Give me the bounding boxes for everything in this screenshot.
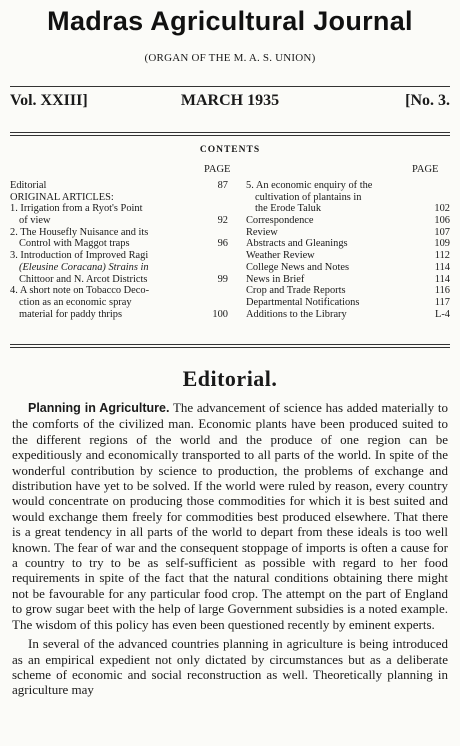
contents-entry	[246, 297, 450, 309]
contents-entry-title: Abstracts and Gleanings	[246, 238, 348, 250]
contents-entry	[10, 262, 228, 274]
contents-entry	[246, 215, 450, 227]
contents-entry	[246, 274, 450, 286]
contents-entry	[10, 180, 228, 192]
contents-entry-title: the Erode Taluk	[255, 203, 322, 215]
editorial-paragraph-2: In several of the advanced countries planning in agriculture is being introduced as an empirical expedient not only dictated by circumstances but as a deliberate scheme of economic and social reconstruction as well. Theoretically planning in agriculture may	[12, 636, 448, 698]
contents-entry-title: 5. An economic enquiry of the	[246, 180, 373, 191]
contents-entry-page: 112	[434, 250, 450, 262]
contents-entry	[10, 215, 228, 227]
contents-entry-title: Control with Maggot traps	[19, 238, 130, 250]
contents-entry-page: 96	[217, 238, 228, 250]
contents-left-column	[10, 180, 228, 320]
contents-entry-title: Additions to the Library	[246, 308, 347, 320]
contents-entry-title: Weather Review	[246, 250, 315, 262]
issue-number: [No. 3.	[405, 92, 450, 109]
journal-title: Madras Agricultural Journal	[47, 6, 413, 36]
contents-entry-page: 114	[434, 261, 450, 273]
contents-entry-title: News in Brief	[246, 273, 305, 285]
contents-entry	[246, 309, 450, 321]
contents-entry	[10, 309, 228, 321]
contents-entry-title: 3. Introduction of Improved Ragi	[10, 250, 149, 262]
contents-right-column	[246, 180, 450, 320]
contents-entry	[246, 203, 450, 215]
contents-entry-page: 102	[434, 203, 450, 215]
contents-entry-page: 100	[212, 308, 228, 320]
contents-entry-title: of view	[19, 215, 51, 227]
journal-subtitle: (ORGAN OF THE M. A. S. UNION)	[144, 52, 316, 64]
page-column-label-right: PAGE	[412, 164, 439, 175]
contents-entry-page: 107	[434, 226, 450, 238]
contents-entry	[246, 238, 450, 250]
contents-entry-title: Chittoor and N. Arcot Districts	[19, 273, 148, 285]
contents-entry-page: 114	[434, 273, 450, 285]
contents-entry	[246, 227, 450, 239]
contents-entry-title: (Eleusine Coracana) Strains in	[19, 261, 149, 273]
contents-entry-page: 87	[217, 180, 228, 191]
contents-entry-page: 109	[434, 238, 450, 250]
header-rule-2	[10, 135, 450, 136]
contents-entry-title: material for paddy thrips	[19, 308, 123, 320]
contents-entry-title: Departmental Notifications	[246, 296, 360, 308]
contents-rule-1	[10, 344, 450, 345]
volume-label: Vol. XXIII]	[10, 92, 88, 109]
contents-entry	[246, 250, 450, 262]
editorial-body	[12, 400, 448, 698]
contents-entry	[246, 285, 450, 297]
contents-entry	[10, 297, 228, 309]
contents-entry-title: 2. The Housefly Nuisance and its	[10, 226, 149, 238]
contents-entry	[10, 238, 228, 250]
contents-heading: CONTENTS	[199, 145, 261, 155]
run-in-heading: Planning in Agriculture.	[28, 401, 170, 415]
contents-entry	[10, 192, 228, 204]
issue-line	[10, 92, 450, 112]
header-rule-1	[10, 132, 450, 133]
contents-entry	[10, 250, 228, 262]
page-column-label-left: PAGE	[204, 164, 231, 175]
contents-entry-title: Crop and Trade Reports	[246, 285, 346, 297]
contents-entry	[246, 192, 450, 204]
paragraph-1-text: The advancement of science has added materially to the comforts of the civilized man. Economic plants have been produced suited to the different regions of the world and the produce of one region can be expeditiously and economically transported to all parts of the world. In spite of the wonderful contribution by science to production, the problems of exchange and distribution have yet to be solved. If the world were ruled by reason, every country would concentrate on producing those commodities for which it is best suited and would exchange them freely for commodities best produced elsewhere. That there is a great tendency in all parts of the world to depart from these ideals is too well known. The fear of war and the consequent stoppage of imports is often a cause for a country to try to be as self-sufficient as possible with regard to her food requirements in spite of the fact that the natural conditions obtaining there might not be favourable for any particular food crop. The attempt on the part of England to grow sugar beet with the help of large Government subsidies is a noted example. The wisdom of this policy has even been questioned recently by eminent experts.	[12, 400, 449, 632]
contents-entry-page: 92	[217, 215, 228, 227]
contents-entry-title: Review	[246, 226, 278, 238]
contents-entry-page: 99	[217, 273, 228, 285]
contents-entry-title: ction as an economic spray	[19, 296, 132, 308]
contents-entry-title: Correspondence	[246, 215, 314, 227]
contents-entry	[10, 203, 228, 215]
contents-rule-2	[10, 347, 450, 348]
contents-entry-page: L-4	[434, 308, 450, 320]
contents-entry-title: 4. A short note on Tobacco Deco-	[10, 285, 150, 297]
editorial-paragraph-1	[12, 400, 448, 632]
contents-entry	[10, 274, 228, 286]
editorial-heading: Editorial.	[182, 366, 278, 391]
contents-entry-page: 106	[434, 215, 450, 227]
contents-entry	[246, 262, 450, 274]
contents-entry-title: ORIGINAL ARTICLES:	[10, 191, 114, 203]
contents-entry-title: College News and Notes	[246, 261, 350, 273]
contents-entry-title: 1. Irrigation from a Ryot's Point	[10, 203, 143, 215]
header-rule-top	[10, 86, 450, 87]
contents-entry	[246, 180, 450, 192]
contents-entry-title: Editorial	[10, 180, 47, 191]
contents-entry-page: 117	[434, 296, 450, 308]
issue-date: MARCH 1935	[180, 92, 280, 109]
contents-entry	[10, 285, 228, 297]
contents-entry	[10, 227, 228, 239]
contents-entry-title: cultivation of plantains in	[255, 191, 362, 203]
contents-entry-page: 116	[434, 285, 450, 297]
